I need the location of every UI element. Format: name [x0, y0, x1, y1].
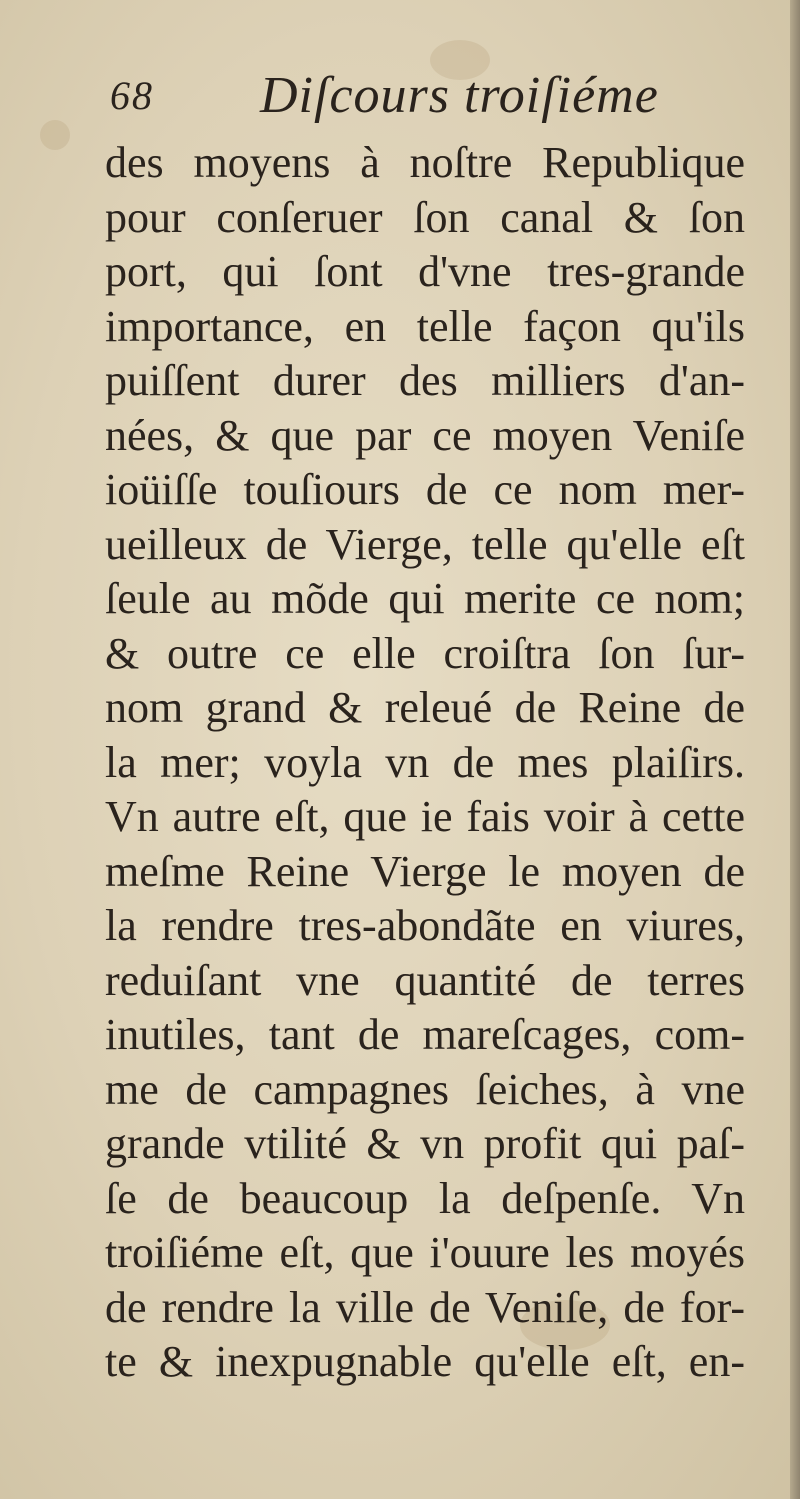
text-line: nom grand & releué de Reine de [105, 683, 745, 732]
text-line: reduiſant vne quantité de terres [105, 955, 745, 1005]
paper-stain [40, 120, 70, 150]
text-line: ſeule au mõde qui merite ce nom; [105, 574, 745, 623]
text-line: de rendre la ville de Veniſe, de for- [105, 1282, 745, 1332]
text-line: ſe de beaucoup la deſpenſe. Vn [105, 1173, 745, 1223]
page-edge [790, 0, 800, 1499]
page-number: 68 [110, 73, 154, 118]
text-line: ueilleux de Vierge, telle qu'elle eſt [105, 519, 745, 569]
text-line: inutiles, tant de mareſcages, com- [105, 1010, 745, 1059]
body-text [105, 136, 745, 1390]
running-title: Diſcours troiſiéme [260, 67, 659, 124]
text-line: puiſſent durer des milliers d'an- [105, 356, 745, 405]
text-line: port, qui ſont d'vne tres-grande [105, 247, 745, 296]
text-line: meſme Reine Vierge le moyen de [105, 846, 745, 896]
text-line: la rendre tres-abondãte en viures, [105, 901, 745, 950]
text-line: troiſiéme eſt, que i'ouure les moyés [105, 1228, 745, 1277]
text-line: pour conſeruer ſon canal & ſon [105, 192, 745, 242]
text-line: des moyens à noſtre Republique [105, 138, 745, 187]
text-line: me de campagnes ſeiches, à vne [105, 1064, 745, 1114]
text-line: importance, en telle façon qu'ils [105, 301, 745, 351]
text-line: nées, & que par ce moyen Veniſe [105, 410, 745, 460]
text-line: te & inexpugnable qu'elle eſt, en- [105, 1337, 745, 1386]
text-line: & outre ce elle croiſtra ſon ſur- [105, 628, 745, 678]
text-line: grande vtilité & vn profit qui paſ- [105, 1119, 745, 1168]
text-line: Vn autre eſt, que ie fais voir à cette [105, 792, 745, 841]
page-header [110, 66, 750, 136]
text-line: ioüiſſe touſiours de ce nom mer- [105, 465, 745, 514]
text-line: la mer; voyla vn de mes plaiſirs. [105, 737, 745, 787]
